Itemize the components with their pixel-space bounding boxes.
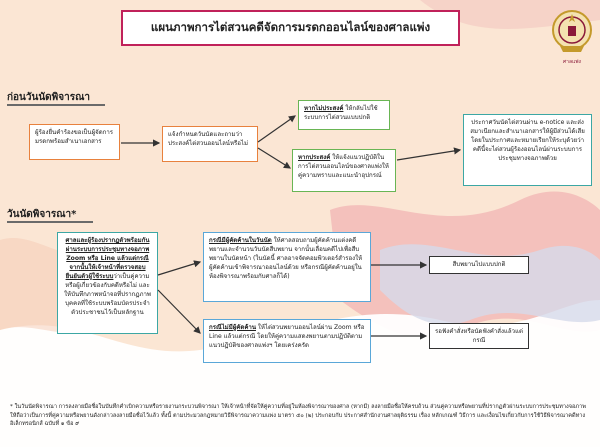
box-consent — [292, 149, 396, 192]
label-no-objector: กรณีไม่มีผู้คัดค้าน — [209, 324, 256, 331]
text-identity-evidence: ว่าเป็นคู่ความหรือผู้เกี่ยวข้องกับคดีหรือไม่ และให้บันทึกภาพหน้าจอที่ปรากฏภาพบุคคลที่ใช้ระบบพร้อมบัตรประจำตัวประชาชนไว้เป็นหลักฐาน — [64, 273, 151, 316]
label-with-objector: กรณีมีผู้คัดค้านในวันนัด — [209, 237, 272, 244]
text-with-objector: ให้ศาลสอบถามผู้คัดค้านแต่งคดีพยานและจำนวนวันนัดสืบพยาน จากนั้นเลื่อนคดีไปเพื่อสืบพยานในนัดหน้า (ในนัดนี้ ศาลอาจจัดคอมพิวเตอร์สำรองให้ผู้คัดค้านเข้าพิจารณาออนไลน์ด้วย หรือกรณีผู้คัดค้านอยู่ในห้องพิจารณาพร้อมกับศาลก็ได้) — [209, 237, 363, 280]
logo-caption: ศาลแพ่ง — [562, 59, 581, 65]
box-file-petition: ผู้ร้องยื่นคำร้องขอเป็นผู้จัดการมรดกพร้อมสำเนาเอกสาร — [29, 124, 120, 160]
text-consent: ให้แจ้งแนวปฏิบัติในการไต่สวนออนไลน์ของศาลแพ่งให้คู่ความทราบและแนะนำอุปกรณ์ — [298, 154, 389, 179]
label-not-consent: หากไม่ประสงค์ — [304, 105, 344, 112]
page-title: แผนภาพการไต่สวนคดีจัดการมรดกออนไลน์ของศาลแพ่ง — [121, 10, 460, 46]
section-underline — [7, 104, 105, 106]
box-await-order: รอฟังคำสั่งหรือนัดฟังคำสั่งแล้วแต่กรณี — [429, 323, 529, 349]
box-no-objector — [203, 319, 371, 363]
box-notify-hearing: แจ้งกำหนดวันนัดและถามว่าประสงค์ไต่สวนออนไลน์หรือไม่ — [162, 126, 258, 162]
box-identity-verification — [57, 232, 158, 334]
text-identity-verify: ศาลและผู้ร้องปรากฏตัวพร้อมกันผ่านระบบการประชุมทางจอภาพ Zoom หรือ Line แล้วแต่กรณี จากนั้นให้เจ้าหน้าที่ตรวจสอบยืนยันตัวผู้ใช้ระบบ — [65, 237, 150, 280]
box-not-consent — [298, 100, 390, 130]
label-consent: หากประสงค์ — [298, 154, 331, 161]
section-heading-hearing-day: วันนัดพิจารณา* — [7, 209, 77, 220]
text-not-consent: ให้กลับไปใช้ระบบการไต่สวนแบบปกติ — [304, 105, 378, 121]
section-underline — [7, 221, 93, 223]
footnote: * ในวันนัดพิจารณา การลงลายมือชื่อในบันทึกคำเบิกความหรือรายงานกระบวนพิจารณา ให้เจ้าหน้าที่จัดให้คู่ความที่อยู่ในห้องพิจารณาของศาล (หากมี) ลงลายมือชื่อให้ครบถ้วน ส่วนคู่ความหรือพยานที่ปรากฏตัวผ่านระบบการประชุมทางจอภาพ ให้ถือว่าเป็นการที่คู่ความหรือพยานดังกล่าวลงลายมือชื่อไว้แล้ว ทั้งนี้ ตามประมวลกฎหมายวิธีพิจารณาความแพ่ง มาตรา ๕๐ (๒) ประกอบกับ ประกาศสำนักงานศาลยุติธรรม เรื่อง หลักเกณฑ์ วิธีการ และเงื่อนไขเกี่ยวกับการใช้วิธีพิจารณาคดีทางอิเล็กทรอนิกส์ ฉบับที่ ๑ ข้อ ๙ — [10, 404, 586, 427]
box-with-objector — [203, 232, 371, 302]
section-heading-before-hearing: ก่อนวันนัดพิจารณา — [7, 92, 91, 103]
court-logo — [548, 4, 596, 62]
box-announce-enotice: ประกาศวันนัดไต่สวนผ่าน e-notice และส่งสมาเนียกและสำเนาเอกสารให้ผู้มีส่วนได้เสีย โดยในประกาศและหมายเรียกให้ระบุด้วยว่าคดีนี้จะไต่สวนผู้ร้องออนไลน์ผ่านระบบการประชุมทางจอภาพด้วย — [463, 114, 592, 186]
text-no-objector: ให้ไต่สวนพยานออนไลน์ผ่าน Zoom หรือ Line แล้วแต่กรณี โดยให้คู่ความแสดงพยานตามปฏิบัติตามแนวปฏิบัติของศาลแพ่งฯ โดยเคร่งครัด — [209, 324, 365, 349]
box-normal-witness: สืบพยานไปแบบปกติ — [429, 256, 529, 274]
